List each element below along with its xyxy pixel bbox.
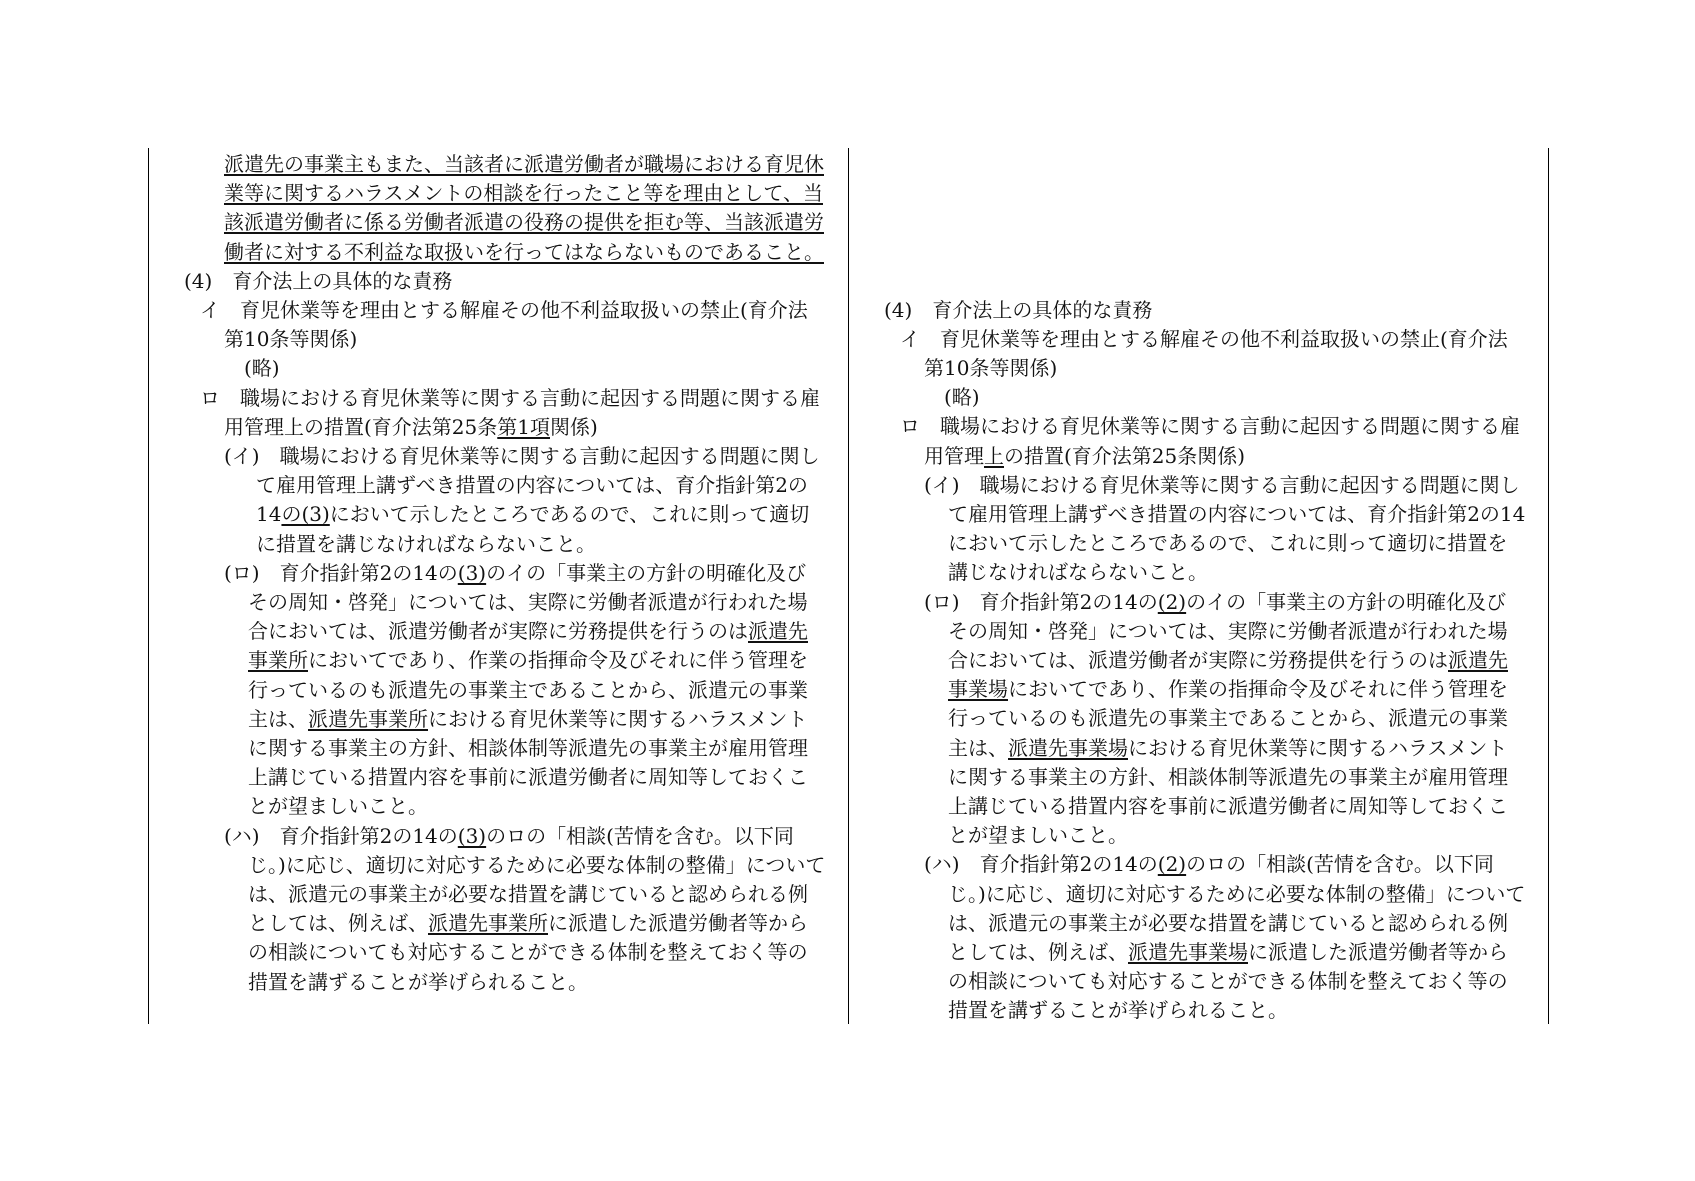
sub-ro-text-c: においてであり、作業の指揮命令及びそれに伴う管理を行っているのも派遣先の事業主であることから、派遣元の事業主は、 — [248, 648, 808, 731]
sub-i-changed: の(3) — [281, 502, 330, 527]
sub-ro-text-d: における育児休業等に関するハラスメントに関する事業主の方針、相談体制等派遣先の事業主が雇用管理上講じている措置内容を事前に派遣労働者に周知等しておくことが望ましいこと。 — [248, 706, 808, 819]
sub-ro-paragraph — [224, 559, 826, 822]
sub-ro-changed-3: 派遣先事業所 — [308, 706, 428, 731]
sub-ro-text-b: のイの「事業主の方針の明確化及びその周知・啓発」については、実際に労働者派遣が行われた場合においては、派遣労働者が実際に労務提供を行うのは — [248, 560, 808, 644]
sub-ro-text-a: (ロ) 育介指針第2の14の — [224, 560, 458, 585]
sub-i-paragraph — [224, 442, 826, 559]
sub-ro-changed-2: 派遣先事業所 — [248, 619, 808, 673]
sub-i-paragraph: (イ) 職場における育児休業等に関する言動に起因する問題に関して雇用管理上講ずべき措置の内容については、育介指針第2の14において示したところであるので、これに則って適切に措置を講じなければならないこと。 — [924, 472, 1526, 585]
item-ro-heading-end: 関係) — [550, 414, 598, 439]
left-column — [148, 150, 838, 997]
item-i-omitted: (略) — [944, 385, 980, 410]
sub-ro-paragraph — [924, 588, 1526, 851]
item-ro-heading — [200, 384, 826, 442]
sub-ro-text-a: (ロ) 育介指針第2の14の — [924, 589, 1158, 614]
item-i-omitted: (略) — [244, 356, 280, 381]
intro-paragraph: 派遣先の事業主もまた、当該者に派遣労働者が職場における育児休業等に関するハラスメントの相談を行ったこと等を理由として、当該派遣労働者に係る労働者派遣の役務の提供を拒む等、当該派遣労働者に対する不利益な取扱いを行ってはならないものであること。 — [224, 152, 824, 264]
item-i-heading: イ 育児休業等を理由とする解雇その他不利益取扱いの禁止(育介法第10条等関係) — [200, 298, 808, 352]
sub-ha-changed-2: 派遣先事業所 — [428, 911, 548, 936]
item-ro-heading-text: ロ 職場における育児休業等に関する言動に起因する問題に関する雇用管理 — [900, 414, 1520, 468]
sub-ro-changed-3: 派遣先事業場 — [1008, 735, 1128, 760]
sub-i-text-a: (イ) 職場における育児休業等に関する言動に起因する問題に関して雇用管理上講ずべき措置の内容については、育介指針第2の14 — [224, 444, 820, 527]
sub-ha-text-b: のロの「相談(苦情を含む。以下同じ。)に応じ、適切に対応するために必要な体制の整備」については、派遣元の事業主が必要な措置を講じていると認められる例としては、例えば、 — [948, 852, 1526, 965]
right-border-line — [1548, 148, 1549, 1024]
item-ro-heading-end: の措置(育介法第25条関係) — [1004, 443, 1246, 468]
sub-ro-changed-2: 派遣先事業場 — [948, 648, 1508, 702]
sub-i-text-b: において示したところであるので、これに則って適切に措置を講じなければならないこと。 — [256, 502, 810, 556]
section-4-heading: (4) 育介法上の具体的な責務 — [884, 297, 1153, 322]
item-ro-heading-changed: 上 — [984, 443, 1004, 468]
item-i-heading: イ 育児休業等を理由とする解雇その他不利益取扱いの禁止(育介法第10条等関係) — [900, 326, 1508, 380]
right-top-spacer — [848, 150, 1538, 296]
sub-ro-text-c: においてであり、作業の指揮命令及びそれに伴う管理を行っているのも派遣先の事業主であることから、派遣元の事業主は、 — [948, 677, 1508, 760]
sub-ha-text-c: に派遣した派遣労働者等からの相談についても対応することができる体制を整えておく等の措置を講ずることが挙げられること。 — [948, 940, 1508, 1023]
sub-ha-changed-2: 派遣先事業場 — [1128, 940, 1248, 965]
section-4-heading: (4) 育介法上の具体的な責務 — [184, 268, 453, 293]
item-ro-heading — [900, 412, 1526, 470]
sub-ro-text-d: における育児休業等に関するハラスメントに関する事業主の方針、相談体制等派遣先の事業主が雇用管理上講じている措置内容を事前に派遣労働者に周知等しておくことが望ましいこと。 — [948, 735, 1508, 848]
sub-ha-paragraph — [224, 822, 826, 997]
sub-ha-text-b: のロの「相談(苦情を含む。以下同じ。)に応じ、適切に対応するために必要な体制の整備」については、派遣元の事業主が必要な措置を講じていると認められる例としては、例えば、 — [248, 823, 826, 936]
sub-ha-changed-1: (2) — [1157, 852, 1187, 877]
sub-ha-text-a: (ハ) 育介指針第2の14の — [224, 823, 458, 848]
sub-ro-changed-1: (2) — [1157, 589, 1187, 614]
sub-ha-text-a: (ハ) 育介指針第2の14の — [924, 852, 1158, 877]
item-ro-heading-changed: 第1項 — [497, 414, 550, 439]
sub-ha-changed-1: (3) — [457, 823, 487, 848]
sub-ro-changed-1: (3) — [457, 560, 487, 585]
right-column — [848, 150, 1538, 1026]
sub-ha-paragraph — [924, 850, 1526, 1025]
item-ro-heading-text: ロ 職場における育児休業等に関する言動に起因する問題に関する雇用管理上の措置(育介法第25条 — [200, 385, 820, 439]
sub-ro-text-b: のイの「事業主の方針の明確化及びその周知・啓発」については、実際に労働者派遣が行われた場合においては、派遣労働者が実際に労務提供を行うのは — [948, 589, 1508, 673]
sub-ha-text-c: に派遣した派遣労働者等からの相談についても対応することができる体制を整えておく等の措置を講ずることが挙げられること。 — [248, 911, 808, 994]
